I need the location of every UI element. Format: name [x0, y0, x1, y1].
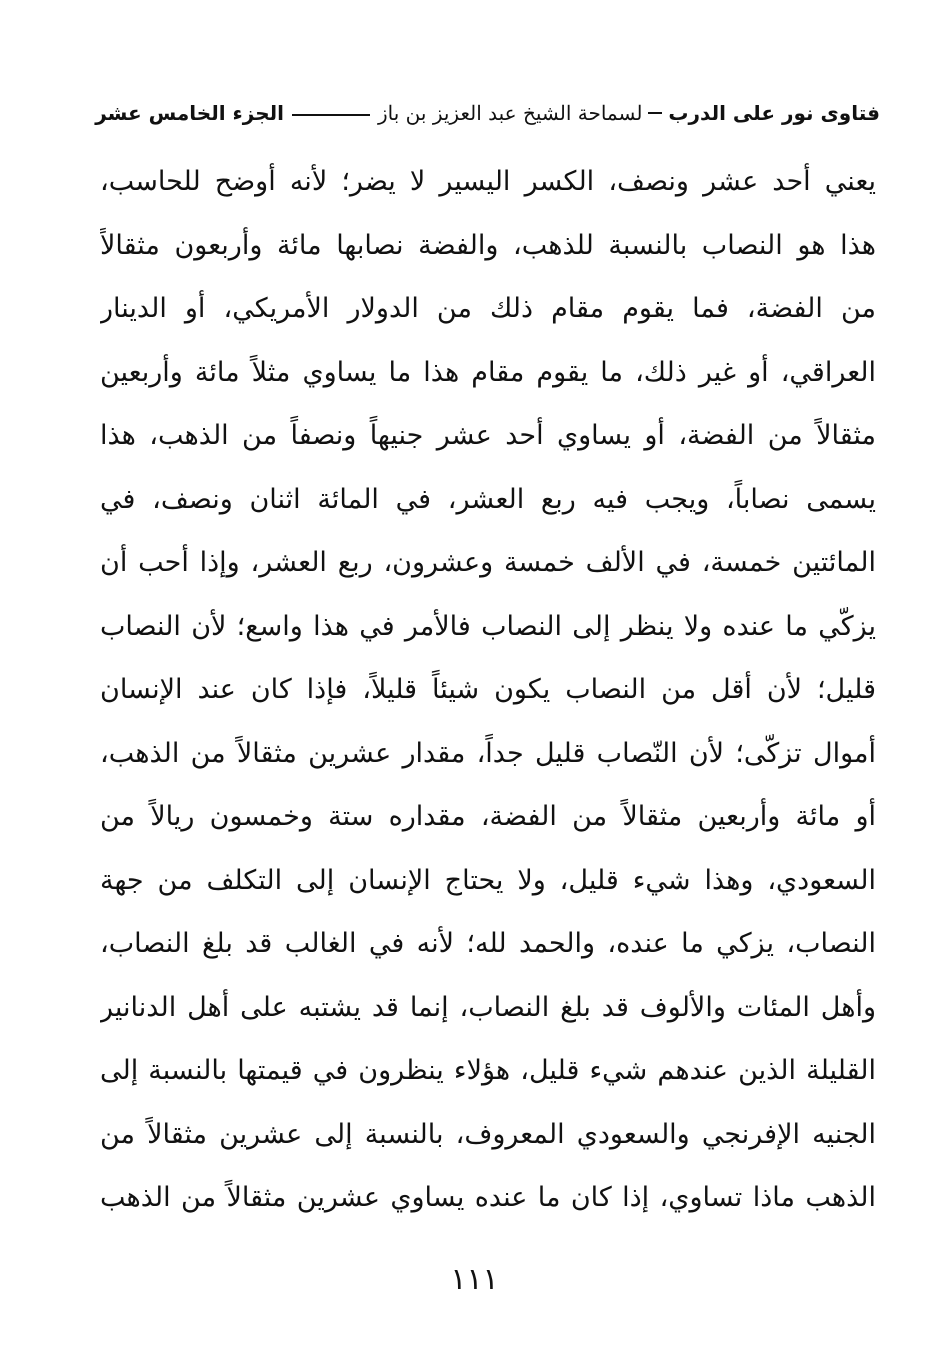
text-line: القليلة الذين عندهم شيء قليل، هؤلاء ينظرون في قيمتها بالنسبة إلى [100, 1055, 876, 1086]
text-line: يزكّي ما عنده ولا ينظر إلى النصاب فالأمر في هذا واسع؛ لأن النصاب [100, 610, 876, 642]
text-line: أو مائة وأربعين مثقالاً من الفضة، مقداره ستة وخمسون ريالاً من [100, 801, 876, 832]
text-line: وأهل المئات والألوف قد بلغ النصاب، إنما قد يشتبه على أهل الدنانير [100, 991, 876, 1023]
text-line: هذا هو النصاب بالنسبة للذهب، والفضة نصابها مائة وأربعون مثقالاً [100, 229, 876, 261]
text-line: الذهب ماذا تساوي، إذا كان ما عنده يساوي عشرين مثقالاً من الذهب [100, 1182, 876, 1213]
text-line: يسمى نصاباً، ويجب فيه ربع العشر، في المائة اثنان ونصف، في [100, 483, 876, 515]
page-number: ١١١ [450, 1262, 499, 1297]
book-title: فتاوى نور على الدرب [668, 101, 880, 125]
header-title-group [284, 101, 880, 125]
header-dash [648, 112, 662, 114]
author-name: لسماحة الشيخ عبد العزيز بن باز [378, 101, 643, 125]
header-rule [292, 114, 370, 116]
running-header [95, 95, 880, 131]
text-line: مثقالاً من الفضة، أو يساوي أحد عشر جنيهاً ونصفاً من الذهب، هذا [100, 420, 876, 451]
text-line: المائتين خمسة، في الألف خمسة وعشرون، ربع العشر، وإذا أحب أن [100, 547, 876, 578]
text-line: أموال تزكّى؛ لأن النّصاب قليل جداً، مقدار عشرين مثقالاً من الذهب، [100, 737, 876, 769]
body-text [100, 150, 876, 1230]
text-line: يعني أحد عشر ونصف، الكسر اليسير لا يضر؛ لأنه أوضح للحاسب، [100, 166, 876, 197]
text-line: الجنيه الإفرنجي والسعودي المعروف، بالنسبة إلى عشرين مثقالاً من [100, 1118, 876, 1150]
text-line: من الفضة، فما يقوم مقام ذلك من الدولار الأمريكي، أو الدينار [100, 293, 876, 324]
text-line: السعودي، وهذا شيء قليل، ولا يحتاج الإنسان إلى التكلف من جهة [100, 864, 876, 896]
text-line: النصاب، يزكي ما عنده، والحمد لله؛ لأنه في الغالب قد بلغ النصاب، [100, 928, 876, 959]
volume-label: الجزء الخامس عشر [95, 101, 284, 125]
text-line: العراقي، أو غير ذلك، ما يقوم مقام هذا ما يساوي مثلاً مائة وأربعين [100, 356, 876, 388]
text-line: قليل؛ لأن أقل من النصاب يكون شيئاً قليلاً، فإذا كان عند الإنسان [100, 674, 876, 705]
